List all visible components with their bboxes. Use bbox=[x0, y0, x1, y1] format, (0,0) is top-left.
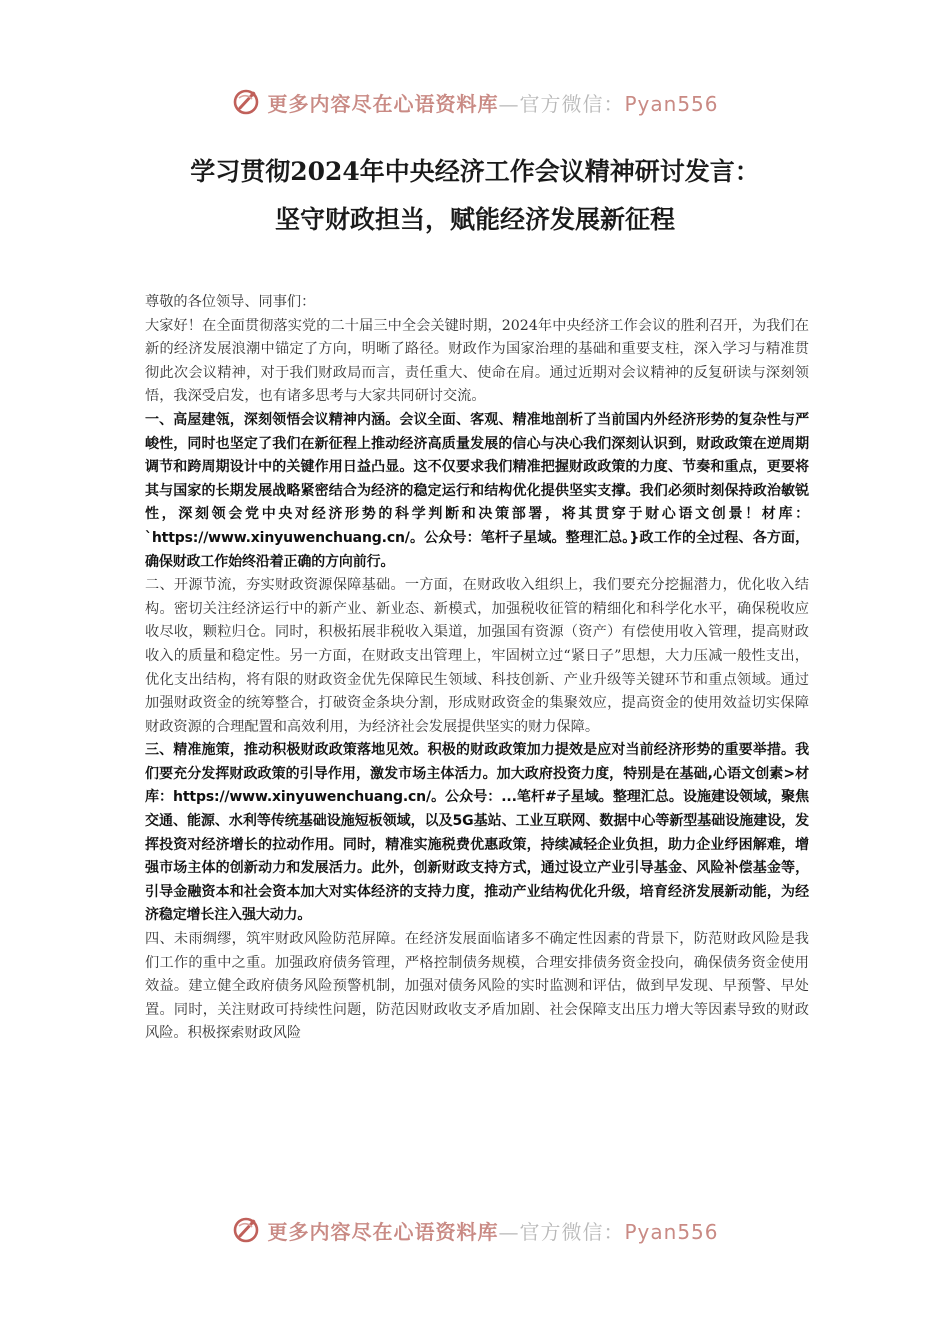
section-3-paragraph: 三、精准施策，推动积极财政政策落地见效。积极的财政政策加力提效是应对当前经济形势的重要举措。我们要充分发挥财政政策的引导作用，激发市场主体活力。加大政府投资力度，特别是在基础,心语文创素>材库：https://www.xinyuwenchuang.cn/。公众号：...笔杆#子星域。整理汇总。设施建设领域，聚焦交通、能源、水利等传统基础设施短板领域，以及5G基站、工业互联网、数据中心等新型基础设施建设，发挥投资对经济增长的拉动作用。同时，精准实施税费优惠政策，持续减轻企业负担，助力企业纾困解难，增强市场主体的创新动力和发展活力。此外，创新财政支持方式，通过设立产业引导基金、风险补偿基金等，引导金融资本和社会资本加大对实体经济的支持力度，推动产业结构优化升级，培育经济发展新动能，为经济稳定增长注入强大动力。 bbox=[145, 742, 809, 924]
section-4-paragraph: 四、未雨绸缪，筑牢财政风险防范屏障。在经济发展面临诸多不确定性因素的背景下，防范财政风险是我们工作的重中之重。加强政府债务管理，严格控制债务规模，合理安排债务资金投向，确保债务资金使用效益。建立健全政府债务风险预警机制，加强对债务风险的实时监测和评估，做到早发现、早预警、早处置。同时，关注财政可持续性问题，防范因财政收支矛盾加剧、社会保障支出压力增大等因素导致的财政风险。积极探索财政风险 bbox=[145, 931, 809, 1042]
document-body bbox=[145, 291, 809, 1046]
banner-wechat-label: 官方微信： bbox=[519, 91, 625, 116]
footer-banner bbox=[0, 1212, 950, 1248]
logo-icon bbox=[231, 1215, 261, 1245]
banner-text bbox=[267, 1216, 718, 1245]
banner-wechat-label: 官方微信： bbox=[519, 1219, 625, 1244]
salutation: 尊敬的各位领导、同事们： bbox=[145, 294, 316, 310]
banner-wechat-id: Pyan556 bbox=[624, 1219, 719, 1244]
section-1-paragraph: 一、高屋建瓴，深刻领悟会议精神内涵。会议全面、客观、精准地剖析了当前国内外经济形势的复杂性与严峻性，同时也坚定了我们在新征程上推动经济高质量发展的信心与决心我们深刻认识到，财政政策在逆周期调节和跨周期设计中的关键作用日益凸显。这不仅要求我们精准把握财政政策的力度、节奏和重点，更要将其与国家的长期发展战略紧密结合为经济的稳定运行和结构优化提供坚实支撑。我们必须时刻保持政治敏锐性，深刻领会党中央对经济形势的科学判断和决策部署，将其贯穿于财心语文创景！材库：`https://www.xinyuwenchuang.cn/。公众号：笔杆子星域。整理汇总。}政工作的全过程、各方面，确保财政工作始终沿着正确的方向前行。 bbox=[145, 411, 809, 570]
header-banner bbox=[0, 84, 950, 120]
intro-paragraph: 大家好！在全面贯彻落实党的二十届三中全会关键时期，2024年中央经济工作会议的胜利召开，为我们在新的经济发展浪潮中锚定了方向，明晰了路径。财政作为国家治理的基础和重要支柱，深入学习与精准贯彻此次会议精神，对于我们财政局而言，责任重大、使命在肩。通过近期对会议精神的反复研读与深刻领悟，我深受启发，也有诸多思考与大家共同研讨交流。 bbox=[145, 317, 809, 405]
banner-main: 更多内容尽在心语资料库 bbox=[267, 91, 499, 116]
banner-separator: — bbox=[498, 1219, 520, 1244]
document-title-line2: 坚守财政担当，赋能经济发展新征程 bbox=[274, 205, 675, 234]
logo-icon bbox=[231, 87, 261, 117]
banner-text bbox=[267, 88, 718, 117]
document-title-line1: 学习贯彻2024年中央经济工作会议精神研讨发言： bbox=[190, 157, 760, 186]
banner-main: 更多内容尽在心语资料库 bbox=[267, 1219, 499, 1244]
banner-wechat-id: Pyan556 bbox=[624, 91, 719, 116]
section-2-paragraph: 二、开源节流，夯实财政资源保障基础。一方面，在财政收入组织上，我们要充分挖掘潜力，优化收入结构。密切关注经济运行中的新产业、新业态、新模式，加强税收征管的精细化和科学化水平，确保税收应收尽收，颗粒归仓。同时，积极拓展非税收入渠道，加强国有资源（资产）有偿使用收入管理，提高财政收入的质量和稳定性。另一方面，在财政支出管理上，牢固树立过“紧日子”思想，大力压减一般性支出，优化支出结构，将有限的财政资金优先保障民生领域、科技创新、产业升级等关键环节和重点领域。通过加强财政资金的统筹整合，打破资金条块分割，形成财政资金的集聚效应，提高资金的使用效益切实保障财政资源的合理配置和高效利用，为经济社会发展提供坚实的财力保障。 bbox=[145, 577, 809, 735]
banner-separator: — bbox=[498, 91, 520, 116]
